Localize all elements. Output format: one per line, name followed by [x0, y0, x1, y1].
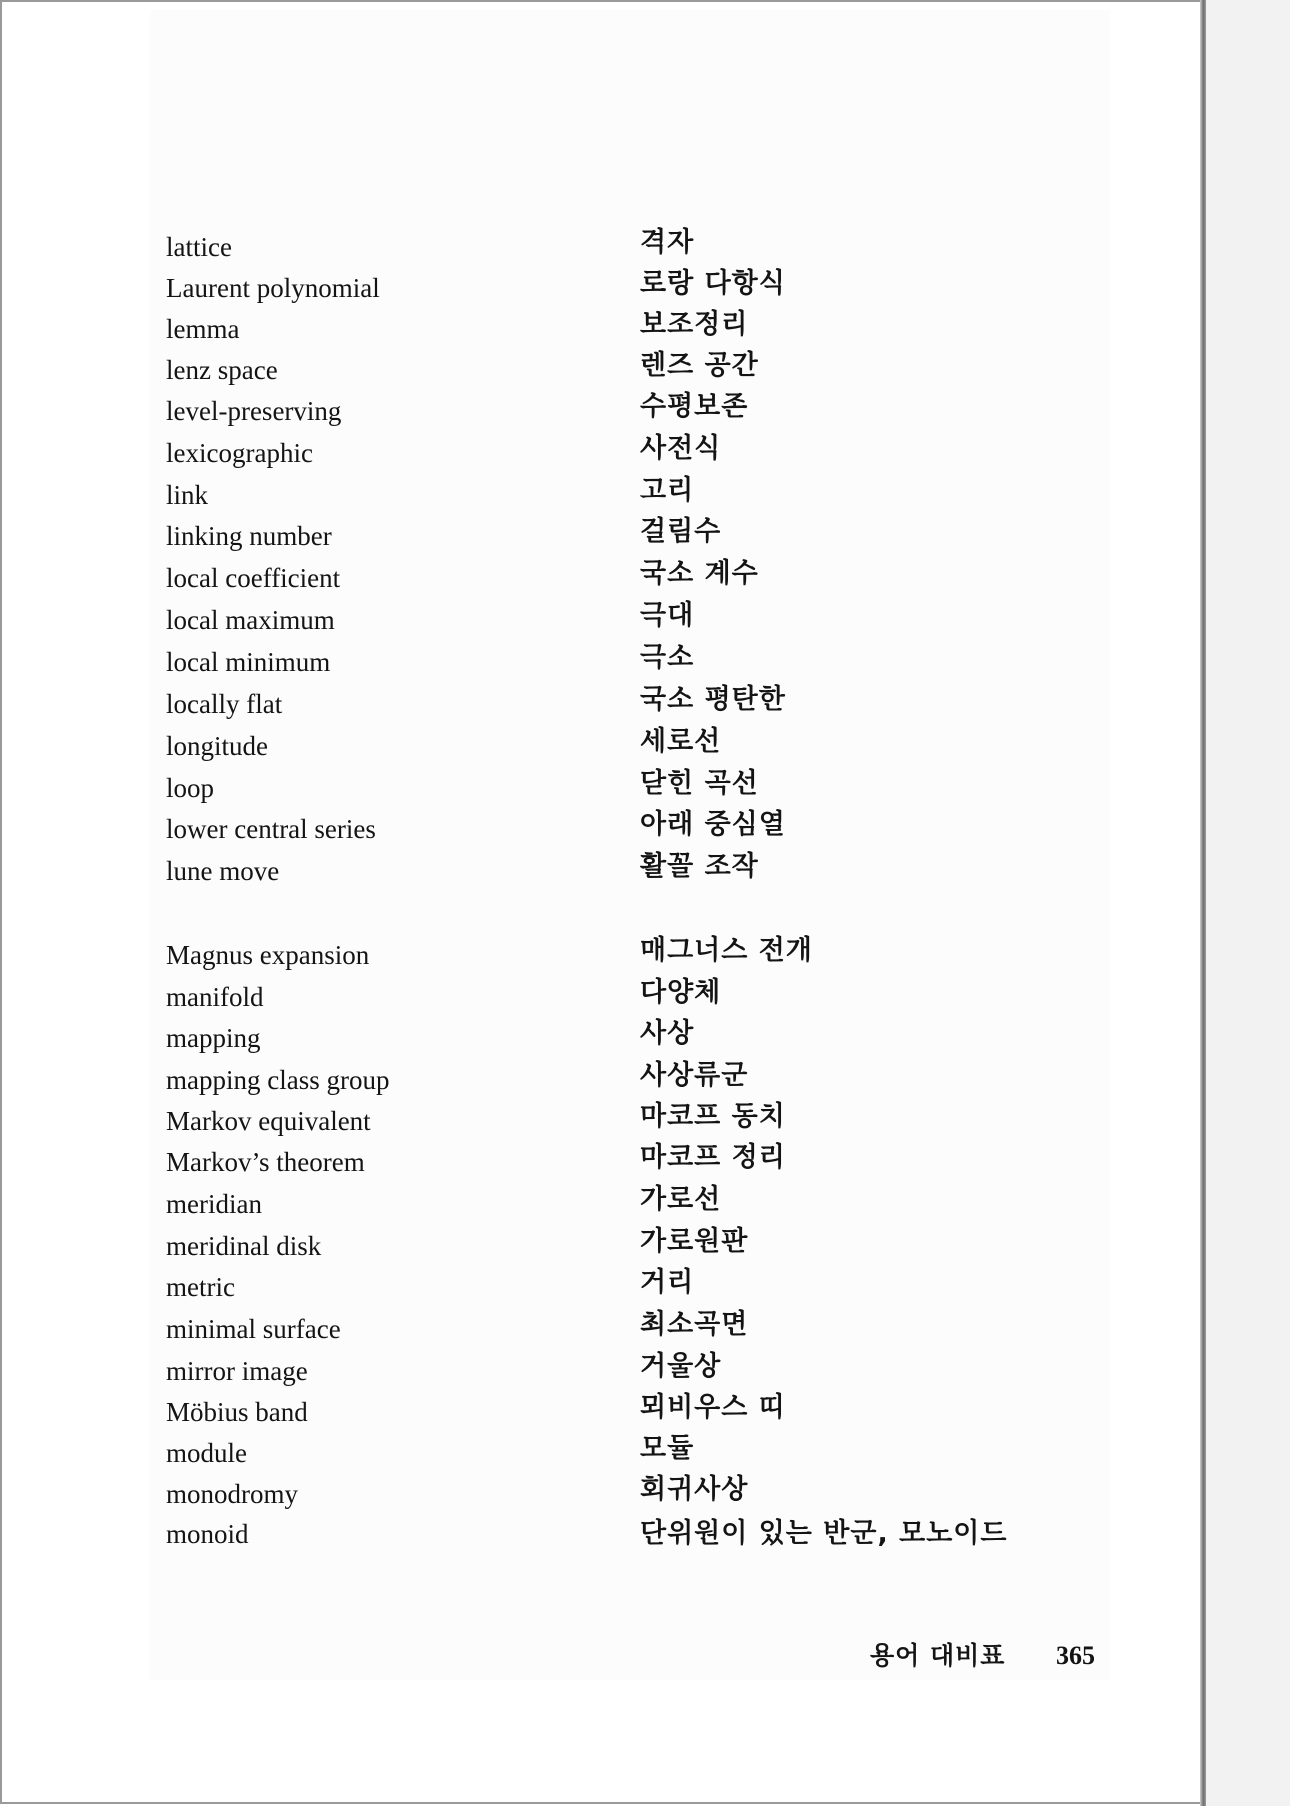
korean-term: 닫힌 곡선 [640, 768, 759, 799]
korean-term: 걸림수 [640, 516, 722, 547]
korean-term: 마코프 정리 [640, 1142, 786, 1173]
glossary-entry [0, 1226, 1200, 1266]
english-term: Laurent polynomial [166, 273, 380, 303]
english-term: meridinal disk [166, 1231, 322, 1261]
korean-term: 거리 [640, 1267, 695, 1298]
english-term: local coefficient [166, 563, 341, 593]
glossary-entry [0, 433, 1200, 473]
korean-term: 거울상 [640, 1351, 722, 1382]
glossary-entry [0, 1433, 1200, 1473]
viewer-gutter [1206, 0, 1290, 1806]
english-term: level-preserving [166, 396, 342, 426]
english-term: local maximum [166, 605, 335, 635]
english-term: lemma [166, 314, 240, 344]
korean-term: 마코프 동치 [640, 1101, 786, 1132]
english-term: lattice [166, 232, 232, 262]
english-term: meridian [166, 1189, 262, 1219]
glossary-entry [0, 977, 1200, 1017]
glossary-entry [0, 600, 1200, 640]
running-title: 용어 대비표 [870, 1641, 1006, 1670]
korean-term: 국소 평탄한 [640, 684, 786, 715]
english-term: local minimum [166, 647, 331, 677]
english-term: metric [166, 1272, 235, 1302]
english-term: Markov equivalent [166, 1106, 371, 1136]
glossary-entry [0, 684, 1200, 724]
english-term: manifold [166, 982, 264, 1012]
glossary-entry [0, 1474, 1200, 1514]
korean-term: 모듈 [640, 1433, 695, 1464]
english-term: loop [166, 773, 215, 803]
english-term: monoid [166, 1519, 249, 1549]
english-term: locally flat [166, 689, 283, 719]
glossary-entry [0, 1514, 1200, 1554]
glossary-entry [0, 1060, 1200, 1100]
korean-term: 회귀사상 [640, 1474, 749, 1505]
korean-term: 격자 [640, 227, 695, 258]
korean-term: 사상류군 [640, 1060, 749, 1091]
glossary-entry [0, 768, 1200, 808]
english-term: Möbius band [166, 1397, 308, 1427]
glossary-entry [0, 1309, 1200, 1349]
glossary-entry [0, 391, 1200, 431]
korean-term: 국소 계수 [640, 558, 759, 589]
glossary-entry [0, 1267, 1200, 1307]
glossary-entry [0, 227, 1200, 267]
glossary-entry [0, 558, 1200, 598]
english-term: lower central series [166, 814, 376, 844]
english-term: mirror image [166, 1356, 308, 1386]
english-term: minimal surface [166, 1314, 341, 1344]
glossary-entry [0, 268, 1200, 308]
glossary-entry [0, 809, 1200, 849]
glossary-entry [0, 642, 1200, 682]
glossary-entry [0, 309, 1200, 349]
english-term: lune move [166, 856, 280, 886]
korean-term: 사전식 [640, 433, 722, 464]
korean-term: 뫼비우스 띠 [640, 1392, 786, 1423]
page-footer [870, 1636, 1100, 1676]
glossary-entry [0, 475, 1200, 515]
glossary-entry [0, 350, 1200, 390]
korean-term: 최소곡면 [640, 1309, 749, 1340]
english-term: mapping [166, 1023, 261, 1053]
english-term: linking number [166, 521, 332, 551]
korean-term: 단위원이 있는 반군, 모노이드 [640, 1518, 1008, 1549]
korean-term: 세로선 [640, 726, 722, 757]
korean-term: 로랑 다항식 [640, 268, 786, 299]
korean-term: 사상 [640, 1018, 695, 1049]
glossary-entry [0, 1184, 1200, 1224]
english-term: longitude [166, 731, 268, 761]
korean-term: 극대 [640, 600, 695, 631]
korean-term: 매그너스 전개 [640, 935, 813, 966]
korean-term: 가로원판 [640, 1226, 749, 1257]
glossary-entry [0, 1018, 1200, 1058]
glossary-entry [0, 726, 1200, 766]
english-term: Markov’s theorem [166, 1147, 365, 1177]
english-term: link [166, 480, 209, 510]
english-term: mapping class group [166, 1065, 390, 1095]
glossary-entry [0, 1142, 1200, 1182]
english-term: module [166, 1438, 247, 1468]
korean-term: 가로선 [640, 1184, 722, 1215]
korean-term: 다양체 [640, 977, 722, 1008]
english-term: lexicographic [166, 438, 313, 468]
english-term: monodromy [166, 1479, 298, 1509]
korean-term: 보조정리 [640, 309, 749, 340]
page-number: 365 [1056, 1641, 1095, 1670]
glossary-entry [0, 1101, 1200, 1141]
korean-term: 렌즈 공간 [640, 350, 759, 381]
glossary-entry [0, 1351, 1200, 1391]
glossary-entry [0, 516, 1200, 556]
korean-term: 수평보존 [640, 391, 749, 422]
korean-term: 고리 [640, 475, 695, 506]
english-term: Magnus expansion [166, 940, 370, 970]
korean-term: 아래 중심열 [640, 809, 786, 840]
korean-term: 극소 [640, 642, 695, 673]
glossary-entry [0, 935, 1200, 975]
english-term: lenz space [166, 355, 278, 385]
korean-term: 활꼴 조작 [640, 851, 759, 882]
glossary-entry [0, 1392, 1200, 1432]
glossary-entry [0, 851, 1200, 891]
